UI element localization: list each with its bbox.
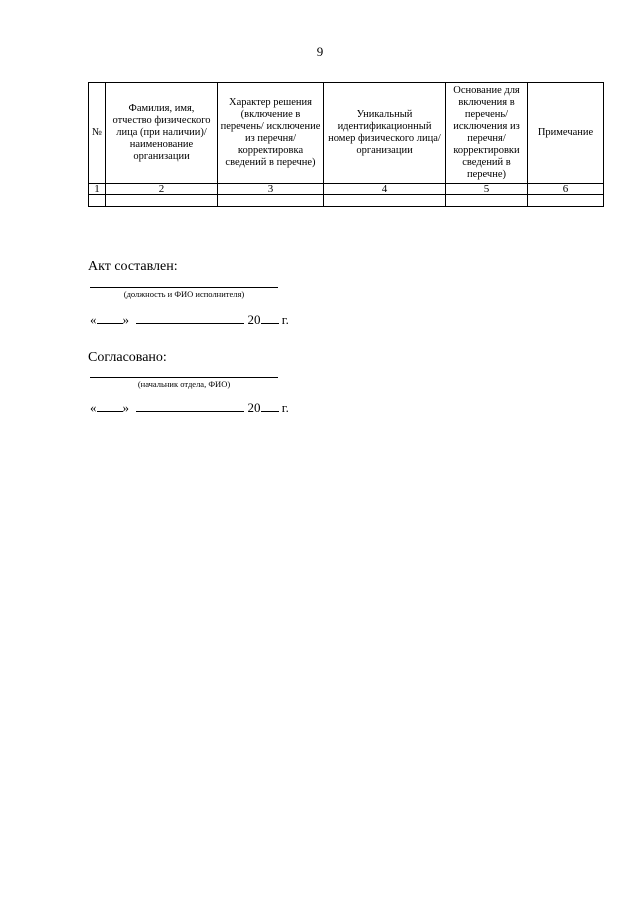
header-basis: Основание для включения в перечень/ исключения из перечня/ корректировки сведений в перечне) bbox=[446, 83, 528, 184]
year-prefix: 20 bbox=[247, 400, 261, 415]
header-decision-type: Характер решения (включение в перечень/ исключение из перечня/ корректировка сведений в перечне) bbox=[218, 83, 324, 184]
month-blank bbox=[136, 312, 244, 324]
empty-cell bbox=[528, 195, 604, 207]
header-number: № bbox=[89, 83, 106, 184]
empty-cell bbox=[89, 195, 106, 207]
date-open-quote: « bbox=[90, 400, 97, 415]
column-number-6: 6 bbox=[528, 184, 604, 195]
approved-caption: (начальник отдела, ФИО) bbox=[137, 379, 231, 389]
date-close-quote: » bbox=[122, 400, 129, 415]
year-blank bbox=[261, 400, 279, 412]
compiled-by-label: Акт составлен: bbox=[88, 259, 178, 274]
empty-cell bbox=[218, 195, 324, 207]
table-column-numbers-row bbox=[89, 184, 604, 195]
compiled-by-signature-line bbox=[90, 287, 278, 288]
empty-cell bbox=[446, 195, 528, 207]
table-header-row bbox=[89, 83, 604, 184]
column-number-5: 5 bbox=[446, 184, 528, 195]
table-empty-row bbox=[89, 195, 604, 207]
column-number-2: 2 bbox=[106, 184, 218, 195]
header-unique-id: Уникальный идентификационный номер физического лица/организации bbox=[324, 83, 446, 184]
empty-cell bbox=[106, 195, 218, 207]
column-number-1: 1 bbox=[89, 184, 106, 195]
empty-cell bbox=[324, 195, 446, 207]
compiled-by-caption: (должность и ФИО исполнителя) bbox=[123, 289, 245, 299]
registry-table bbox=[88, 82, 604, 207]
year-suffix: г. bbox=[281, 400, 289, 415]
year-suffix: г. bbox=[281, 312, 289, 327]
header-name: Фамилия, имя, отчество физического лица (при наличии)/ наименование организации bbox=[106, 83, 218, 184]
header-note: Примечание bbox=[528, 83, 604, 184]
approved-label: Согласовано: bbox=[88, 350, 167, 365]
column-number-3: 3 bbox=[218, 184, 324, 195]
day-blank bbox=[97, 312, 123, 324]
approved-date bbox=[90, 400, 289, 416]
month-blank bbox=[136, 400, 244, 412]
approved-signature-line bbox=[90, 377, 278, 378]
year-blank bbox=[261, 312, 279, 324]
date-close-quote: » bbox=[122, 312, 129, 327]
day-blank bbox=[97, 400, 123, 412]
date-open-quote: « bbox=[90, 312, 97, 327]
compiled-by-date bbox=[90, 312, 289, 328]
column-number-4: 4 bbox=[324, 184, 446, 195]
year-prefix: 20 bbox=[247, 312, 261, 327]
page-number: 9 bbox=[316, 44, 324, 59]
